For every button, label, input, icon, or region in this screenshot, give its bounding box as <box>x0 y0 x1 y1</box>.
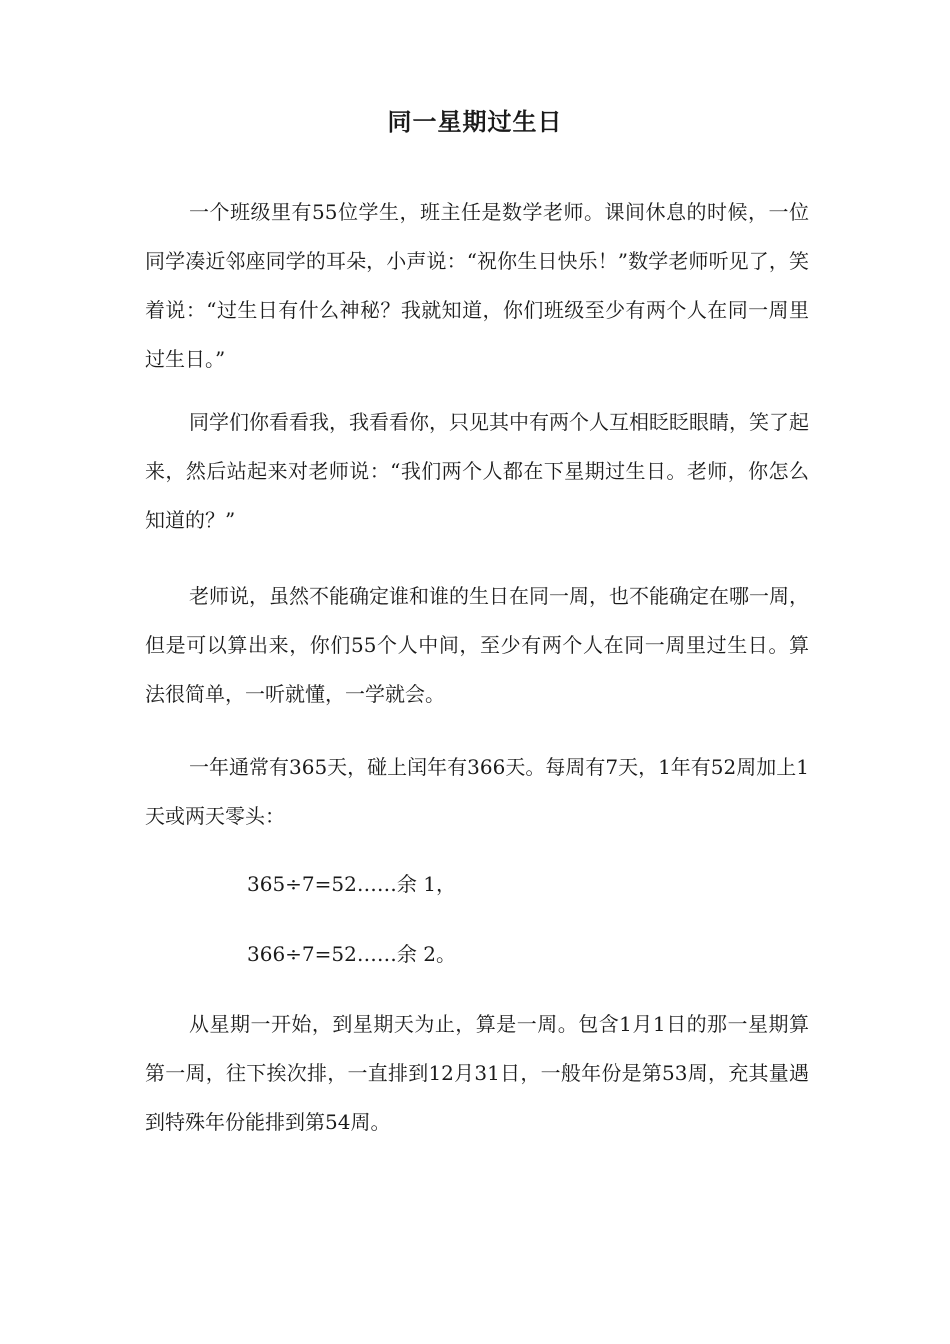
paragraph: 一个班级里有55位学生，班主任是数学老师。课间休息的时候，一位同学凑近邻座同学的耳朵，小声说：“祝你生日快乐！”数学老师听见了，笑着说：“过生日有什么神秘？我就知道，你们班级至少有两个人在同一周里过生日。” <box>145 200 809 371</box>
document-title: 同一星期过生日 <box>387 108 563 136</box>
formula-line: 366÷7=52……余 2。 <box>247 942 456 966</box>
paragraph: 从星期一开始，到星期天为止，算是一周。包含1月1日的那一星期算第一周，往下挨次排，一直排到12月31日，一般年份是第53周，充其量遇到特殊年份能排到第54周。 <box>145 1012 809 1134</box>
paragraph: 一年通常有365天，碰上闰年有366天。每周有7天，1年有52周加上1天或两天零头： <box>145 755 809 828</box>
paragraph: 老师说，虽然不能确定谁和谁的生日在同一周，也不能确定在哪一周，但是可以算出来，你们55个人中间，至少有两个人在同一周里过生日。算法很简单，一听就懂，一学就会。 <box>145 584 809 706</box>
paragraph: 同学们你看看我，我看看你，只见其中有两个人互相眨眨眼睛，笑了起来，然后站起来对老师说：“我们两个人都在下星期过生日。老师，你怎么知道的？” <box>145 410 809 532</box>
formula-line: 365÷7=52……余 1， <box>247 872 456 896</box>
